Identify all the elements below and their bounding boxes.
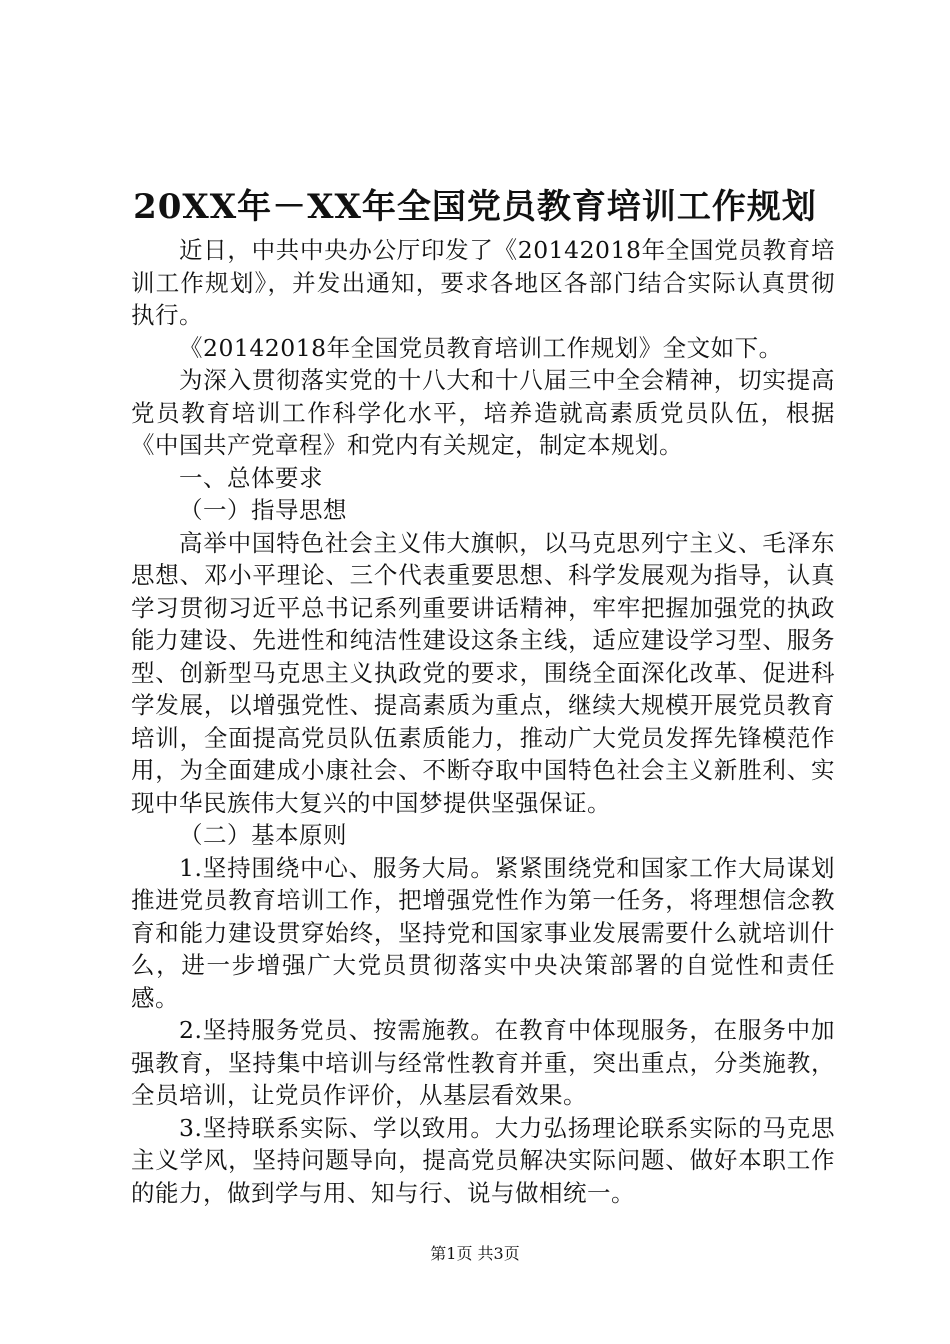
page-number-footer: 第1页 共3页	[430, 1244, 520, 1263]
subsection-heading-basic-principles: （二）基本原则	[179, 821, 347, 849]
paragraph-fulltext-note: 《20142018年全国党员教育培训工作规划》全文如下。	[179, 333, 783, 362]
paragraph-principle-1: 1.坚持围绕中心、服务大局。紧紧围绕党和国家工作大局谋划推进党员教育培训工作，把增强党性作为第一任务，将理想信念教育和能力建设贯穿始终，坚持党和国家事业发展需要什么就培训什么，进一步增强广大党员贯彻落实中央决策部署的自觉性和责任感。	[131, 853, 835, 1012]
paragraph-guiding-ideology: 高举中国特色社会主义伟大旗帜，以马克思列宁主义、毛泽东思想、邓小平理论、三个代表重要思想、科学发展观为指导，认真学习贯彻习近平总书记系列重要讲话精神，牢牢把握加强党的执政能力建设、先进性和纯洁性建设这条主线，适应建设学习型、服务型、创新型马克思主义执政党的要求，围绕全面深化改革、促进科学发展，以增强党性、提高素质为重点，继续大规模开展党员教育培训，全面提高党员队伍素质能力，推动广大党员发挥先锋模范作用，为全面建成小康社会、不断夺取中国特色社会主义新胜利、实现中华民族伟大复兴的中国梦提供坚强保证。	[131, 528, 835, 817]
paragraph-principle-2: 2.坚持服务党员、按需施教。在教育中体现服务，在服务中加强教育，坚持集中培训与经常性教育并重，突出重点，分类施教，全员培训，让党员作评价，从基层看效果。	[131, 1016, 835, 1109]
paragraph-principle-3: 3.坚持联系实际、学以致用。大力弘扬理论联系实际的马克思主义学风，坚持问题导向，提高党员解决实际问题、做好本职工作的能力，做到学与用、知与行、说与做相统一。	[131, 1113, 835, 1207]
document-title: 20XX年－XX年全国党员教育培训工作规划	[133, 187, 817, 227]
paragraph-intro: 近日，中共中央办公厅印发了《20142018年全国党员教育培训工作规划》，并发出通知，要求各地区各部门结合实际认真贯彻执行。	[131, 236, 835, 329]
paragraph-preamble: 为深入贯彻落实党的十八大和十八届三中全会精神，切实提高党员教育培训工作科学化水平，培养造就高素质党员队伍，根据《中国共产党章程》和党内有关规定，制定本规划。	[131, 366, 835, 459]
section-heading-general-requirements: 一、总体要求	[179, 463, 323, 492]
subsection-heading-guiding-ideology: （一）指导思想	[179, 496, 347, 524]
document-body	[131, 234, 835, 1209]
